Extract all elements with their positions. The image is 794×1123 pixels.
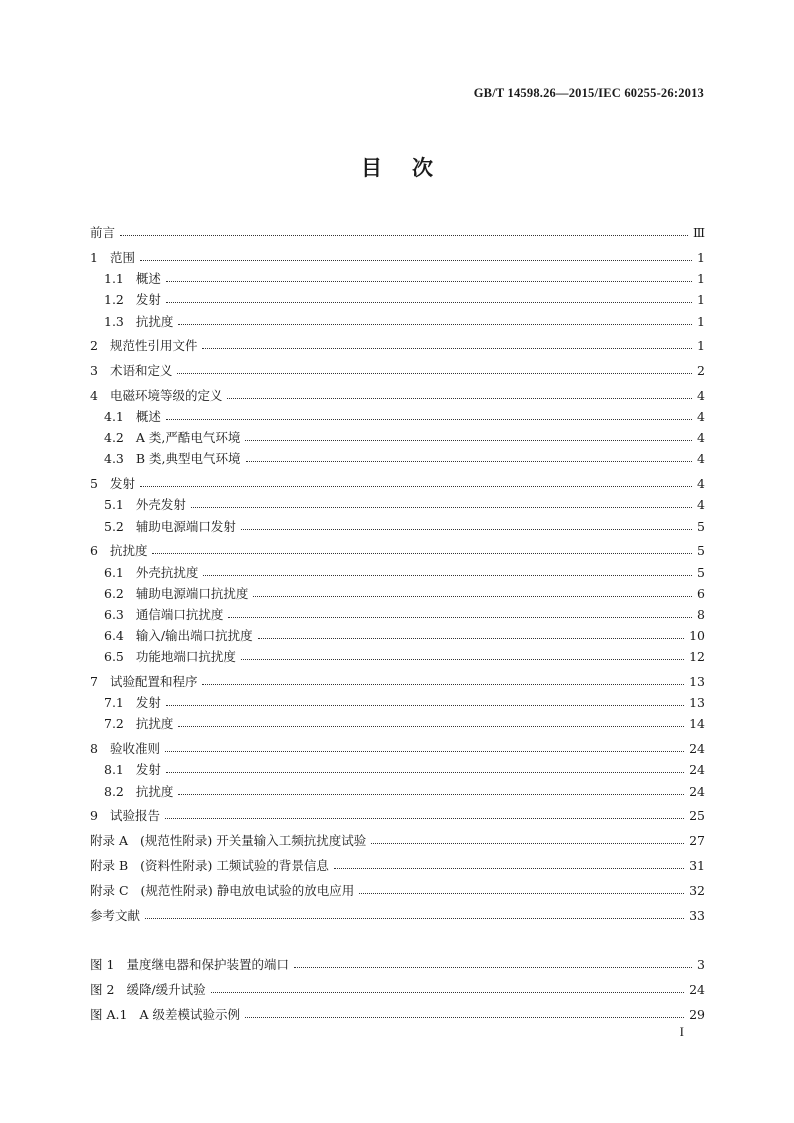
toc-entry-number: 图 A.1 <box>90 1007 128 1022</box>
dot-leader <box>166 281 692 282</box>
dot-leader <box>359 893 684 894</box>
toc-entry-number: 4.1 <box>104 409 124 425</box>
toc-entry-label: 抗扰度 <box>135 716 174 732</box>
toc-entry-page: 1 <box>697 313 705 329</box>
toc-entry[interactable] <box>90 287 705 308</box>
toc-entry[interactable] <box>90 878 705 899</box>
dot-leader <box>241 659 684 660</box>
dot-leader <box>228 617 692 618</box>
dot-leader <box>140 486 692 487</box>
toc-entry-number: 附录 B <box>90 857 129 873</box>
toc-entry-number: 2 <box>90 338 98 354</box>
toc-entry-label: 辅助电源端口发射 <box>135 518 236 534</box>
toc-entry[interactable] <box>90 803 705 824</box>
toc-entry-page: 33 <box>689 907 705 923</box>
dot-leader <box>245 440 692 441</box>
toc-entry-label: (规范性附录) 开关量输入工频抗扰度试验 <box>140 833 367 849</box>
toc-entry-number: 8 <box>90 741 98 757</box>
dot-leader <box>140 260 692 261</box>
dot-leader <box>165 751 684 752</box>
toc-entry-page: 24 <box>689 783 705 799</box>
toc-entry-page: Ⅲ <box>692 225 705 241</box>
toc-entry-label: 概述 <box>135 271 161 287</box>
toc-entry-label: 发射 <box>135 762 161 778</box>
toc-entry-number: 4.2 <box>104 430 124 446</box>
dot-leader <box>178 726 684 727</box>
toc-entry-number: 6.3 <box>104 606 124 622</box>
toc-entry[interactable] <box>90 404 705 425</box>
toc-entry-label: 规范性引用文件 <box>109 338 198 354</box>
toc-entry-number: 8.2 <box>104 783 124 799</box>
toc-entry-label: 范围 <box>109 249 135 265</box>
dot-leader <box>166 419 692 420</box>
document-code: GB/T 14598.26—2015/IEC 60255-26:2013 <box>473 86 704 100</box>
toc-entry-page: 2 <box>697 363 705 379</box>
toc-entry-label: 通信端口抗扰度 <box>135 606 224 622</box>
toc-entry-label: 参考文献 <box>90 907 141 923</box>
toc-entry-page: 1 <box>697 271 705 287</box>
toc-entry-page: 5 <box>697 543 705 559</box>
toc-entry-page: 13 <box>689 674 705 690</box>
toc-entry[interactable] <box>90 333 705 354</box>
toc-entry[interactable] <box>90 711 705 732</box>
dot-leader <box>166 772 684 773</box>
toc-entry[interactable] <box>90 581 705 602</box>
dot-leader <box>334 868 684 869</box>
toc-entry[interactable] <box>90 383 705 404</box>
toc-entry-page: 5 <box>697 518 705 534</box>
toc-entry[interactable] <box>90 559 705 580</box>
toc-entry-label: 电磁环境等级的定义 <box>109 387 223 403</box>
toc-entry-page: 8 <box>697 606 705 622</box>
dot-leader <box>227 398 692 399</box>
toc-entry-label: 术语和定义 <box>109 363 173 379</box>
toc-entry-number: 图 2 <box>90 982 115 997</box>
dot-leader <box>253 596 692 597</box>
toc-entry-number: 1.3 <box>104 313 124 329</box>
toc-entry-label: 抗扰度 <box>135 313 174 329</box>
toc-entry-number: 5.1 <box>104 497 124 513</box>
toc-entry-label: (规范性附录) 静电放电试验的放电应用 <box>140 882 355 898</box>
toc-entry[interactable] <box>90 757 705 778</box>
toc-entry-number: 附录 C <box>90 882 129 898</box>
toc-entry-page: 1 <box>697 338 705 354</box>
toc-entry-label: 辅助电源端口抗扰度 <box>135 585 249 601</box>
toc-entry[interactable] <box>90 902 705 923</box>
toc-entry[interactable] <box>90 690 705 711</box>
toc-entry-label: 试验报告 <box>109 808 160 824</box>
dot-leader <box>203 575 692 576</box>
toc-entry[interactable] <box>90 736 705 757</box>
toc-entry[interactable] <box>90 308 705 329</box>
toc-entry-number: 1.2 <box>104 292 124 308</box>
dot-leader <box>371 843 684 844</box>
page-title: 目次 <box>361 155 463 180</box>
toc-entry-label: A 类,严酷电气环境 <box>135 430 241 446</box>
toc-entry-label: 功能地端口抗扰度 <box>135 649 236 665</box>
toc-entry-number: 7.1 <box>104 695 124 711</box>
toc-entry[interactable] <box>90 973 705 998</box>
toc-entry-page: 14 <box>689 716 705 732</box>
toc-entry-number: 6.5 <box>104 649 124 665</box>
dot-leader <box>246 461 692 462</box>
toc-entry-number: 6.4 <box>104 628 124 644</box>
toc-entry-page: 1 <box>697 249 705 265</box>
dot-leader <box>211 992 684 993</box>
toc-entry-page: 25 <box>689 808 705 824</box>
toc-entry[interactable] <box>90 623 705 644</box>
toc-entry-page: 4 <box>697 430 705 446</box>
page-number: I <box>679 1024 684 1039</box>
toc-entry[interactable] <box>90 948 705 973</box>
toc-entry-number: 图 1 <box>90 957 115 972</box>
dot-leader <box>178 324 692 325</box>
dot-leader <box>166 705 684 706</box>
toc-entry-page: 13 <box>689 695 705 711</box>
toc-entry-label: 发射 <box>135 292 161 308</box>
toc-entry[interactable] <box>90 471 705 492</box>
toc-entry-page: 27 <box>689 833 705 849</box>
dot-leader <box>120 235 688 236</box>
toc-entry[interactable] <box>90 513 705 534</box>
toc-entry[interactable] <box>90 669 705 690</box>
toc-entry-label: 概述 <box>135 409 161 425</box>
toc-entry-number: 1 <box>90 249 98 265</box>
toc-entry-label: 试验配置和程序 <box>109 674 198 690</box>
toc-entry-page: 5 <box>697 564 705 580</box>
toc-entry-label: 外壳抗扰度 <box>135 564 199 580</box>
toc-entry-number: 6.1 <box>104 564 124 580</box>
toc-entry[interactable] <box>90 538 705 559</box>
toc-entry-page: 6 <box>697 585 705 601</box>
toc-entry-page: 4 <box>697 451 705 467</box>
toc-entry-page: 12 <box>689 649 705 665</box>
toc-entry-number: 附录 A <box>90 833 129 849</box>
toc-entry-number: 6.2 <box>104 585 124 601</box>
toc-entry-number: 8.1 <box>104 762 124 778</box>
toc-entry-number: 5.2 <box>104 518 124 534</box>
toc-entry-number: 7.2 <box>104 716 124 732</box>
toc-entry-page: 1 <box>697 292 705 308</box>
toc-entry[interactable] <box>90 245 705 266</box>
dot-leader <box>294 967 692 968</box>
toc-entry-label: (资料性附录) 工频试验的背景信息 <box>140 857 329 873</box>
toc-entry-page: 3 <box>697 957 705 972</box>
toc-entry-number: 1.1 <box>104 271 124 287</box>
dot-leader <box>166 302 692 303</box>
toc-entry[interactable] <box>90 828 705 849</box>
toc-entry-label: 前言 <box>90 225 116 241</box>
toc-entry-page: 4 <box>697 497 705 513</box>
toc-entry-label: 抗扰度 <box>109 543 148 559</box>
toc-entry-number: 4 <box>90 387 98 403</box>
toc-entry-page: 4 <box>697 476 705 492</box>
dot-leader <box>245 1017 684 1018</box>
toc-entry-page: 29 <box>689 1007 705 1022</box>
toc-entry-label: 发射 <box>109 476 135 492</box>
toc-entry-page: 24 <box>689 982 705 997</box>
toc-entry[interactable] <box>90 778 705 799</box>
dot-leader <box>178 794 684 795</box>
toc-entry-page: 31 <box>689 857 705 873</box>
toc-entry[interactable] <box>90 266 705 287</box>
toc-entry-number: 3 <box>90 363 98 379</box>
dot-leader <box>145 918 684 919</box>
toc-entry-page: 4 <box>697 387 705 403</box>
dot-leader <box>258 638 684 639</box>
toc-entry-page: 32 <box>689 882 705 898</box>
toc-entry-label: 发射 <box>135 695 161 711</box>
toc-entry-number: 5 <box>90 476 98 492</box>
toc-entry-label: A 级差模试验示例 <box>139 1007 240 1022</box>
toc-entry-label: 量度继电器和保护装置的端口 <box>126 957 289 972</box>
toc-entry[interactable] <box>90 492 705 513</box>
toc-entry[interactable] <box>90 853 705 874</box>
toc-entry-label: 抗扰度 <box>135 783 174 799</box>
toc-entry-label: B 类,典型电气环境 <box>135 451 241 467</box>
toc-entry[interactable] <box>90 602 705 623</box>
toc-entry[interactable] <box>90 425 705 446</box>
dot-leader <box>241 529 692 530</box>
toc-entry-number: 9 <box>90 808 98 824</box>
dot-leader <box>152 553 692 554</box>
toc-entry-page: 10 <box>689 628 705 644</box>
toc-entry[interactable] <box>90 998 705 1023</box>
toc-entry-label: 缓降/缓升试验 <box>126 982 206 997</box>
toc-entry[interactable] <box>90 644 705 665</box>
dot-leader <box>165 818 684 819</box>
toc-entry-label: 验收准则 <box>109 741 160 757</box>
toc-entry-page: 4 <box>697 409 705 425</box>
list-of-figures <box>90 948 705 1023</box>
dot-leader <box>191 507 692 508</box>
toc-entry-page: 24 <box>689 762 705 778</box>
toc-entry-number: 7 <box>90 674 98 690</box>
toc-entry-number: 4.3 <box>104 451 124 467</box>
dot-leader <box>202 684 684 685</box>
toc-entry-page: 24 <box>689 741 705 757</box>
toc-entry-label: 输入/输出端口抗扰度 <box>135 628 253 644</box>
toc-entry-number: 6 <box>90 543 98 559</box>
toc-entry-label: 外壳发射 <box>135 497 186 513</box>
toc-entry[interactable] <box>90 446 705 467</box>
dot-leader <box>177 373 692 374</box>
toc-entry[interactable] <box>90 358 705 379</box>
table-of-contents <box>90 220 705 924</box>
dot-leader <box>202 348 692 349</box>
toc-entry[interactable] <box>90 220 705 241</box>
